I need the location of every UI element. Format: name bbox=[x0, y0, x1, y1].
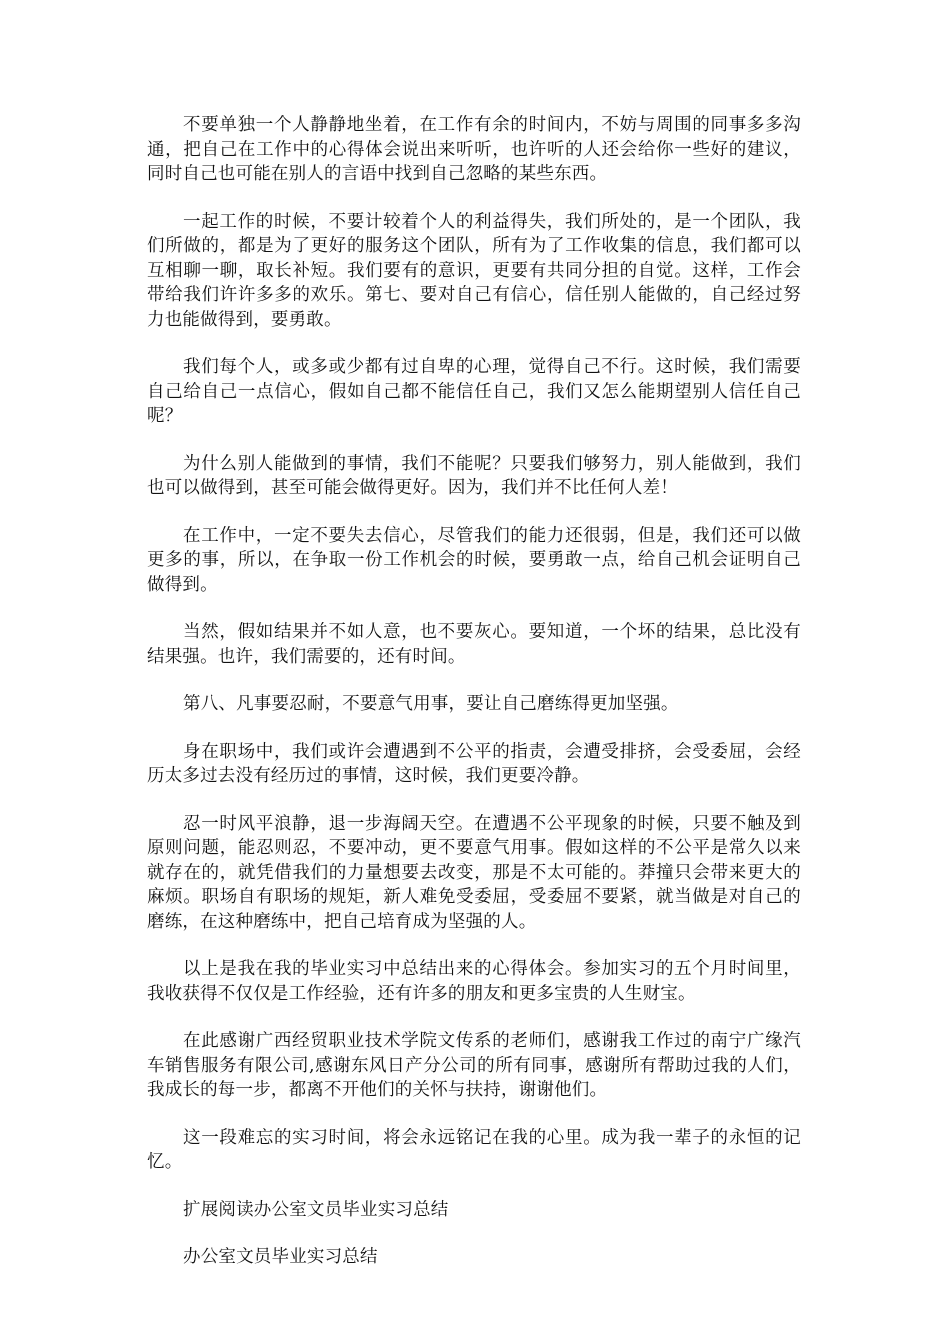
paragraph-thanks: 在此感谢广西经贸职业技术学院文传系的老师们，感谢我工作过的南宁广缘汽车销售服务有限公司,感谢东风日产分公司的所有同事，感谢所有帮助过我的人们，我成长的每一步，都离不开他们的关怀与扶持，谢谢他们。 bbox=[147, 1031, 801, 1100]
paragraph-communicate: 不要单独一个人静静地坐着，在工作有余的时间内，不妨与周围的同事多多沟通，把自己在工作中的心得体会说出来听听，也许听的人还会给你一些好的建议，同时自己也可能在别人的言语中找到自己忽略的某些东西。 bbox=[147, 115, 801, 184]
extended-reading-label: 扩展阅读办公室文员毕业实习总结 bbox=[183, 1199, 449, 1220]
paragraph-closing: 这一段难忘的实习时间，将会永远铭记在我的心里。成为我一辈子的永恒的记忆。 bbox=[147, 1127, 801, 1172]
paragraph-effort: 为什么别人能做到的事情，我们不能呢？只要我们够努力，别人能做到，我们也可以做得到，甚至可能会做得更好。因为，我们并不比任何人差！ bbox=[147, 453, 801, 498]
paragraph-confidence: 我们每个人，或多或少都有过自卑的心理，觉得自己不行。这时候，我们需要自己给自己一点信心，假如自己都不能信任自己，我们又怎么能期望别人信任自己呢？ bbox=[147, 357, 801, 426]
document-body bbox=[147, 113, 801, 1293]
paragraph-endurance: 忍一时风平浪静，退一步海阔天空。在遭遇不公平现象的时候，只要不触及到原则问题，能忍则忍，不要冲动，更不要意气用事。假如这样的不公平是常久以来就存在的，就凭借我们的力量想要去改变，那是不太可能的。莽撞只会带来更大的麻烦。职场自有职场的规矩，新人难免受委屈，受委屈不要紧，就当做是对自己的磨练，在这种磨练中，把自己培育成为坚强的人。 bbox=[147, 813, 801, 932]
section-title: 办公室文员毕业实习总结 bbox=[183, 1247, 378, 1267]
paragraph-workplace-unfairness: 身在职场中，我们或许会遭遇到不公平的指责，会遭受排挤，会受委屈，会经历太多过去没有经历过的事情，这时候，我们更要冷静。 bbox=[147, 741, 801, 786]
paragraph-patience-result: 当然，假如结果并不如人意，也不要灰心。要知道，一个坏的结果，总比没有结果强。也许，我们需要的，还有时间。 bbox=[147, 622, 801, 667]
paragraph-courage: 在工作中，一定不要失去信心，尽管我们的能力还很弱，但是，我们还可以做更多的事，所以，在争取一份工作机会的时候，要勇敢一点，给自己机会证明自己做得到。 bbox=[147, 525, 801, 595]
paragraph-summary: 以上是我在我的毕业实习中总结出来的心得体会。参加实习的五个月时间里，我收获得不仅仅是工作经验，还有许多的朋友和更多宝贵的人生财宝。 bbox=[147, 959, 801, 1004]
paragraph-teamwork: 一起工作的时候，不要计较着个人的利益得失，我们所处的，是一个团队，我们所做的，都是为了更好的服务这个团队，所有为了工作收集的信息，我们都可以互相聊一聊，取长补短。我们要有的意识，更要有共同分担的自觉。这样，工作会带给我们许许多多的欢乐。第七、要对自己有信心，信任别人能做的，自己经过努力也能做得到，要勇敢。 bbox=[147, 211, 801, 330]
paragraph-point-eight: 第八、凡事要忍耐，不要意气用事，要让自己磨练得更加坚强。 bbox=[183, 694, 679, 714]
